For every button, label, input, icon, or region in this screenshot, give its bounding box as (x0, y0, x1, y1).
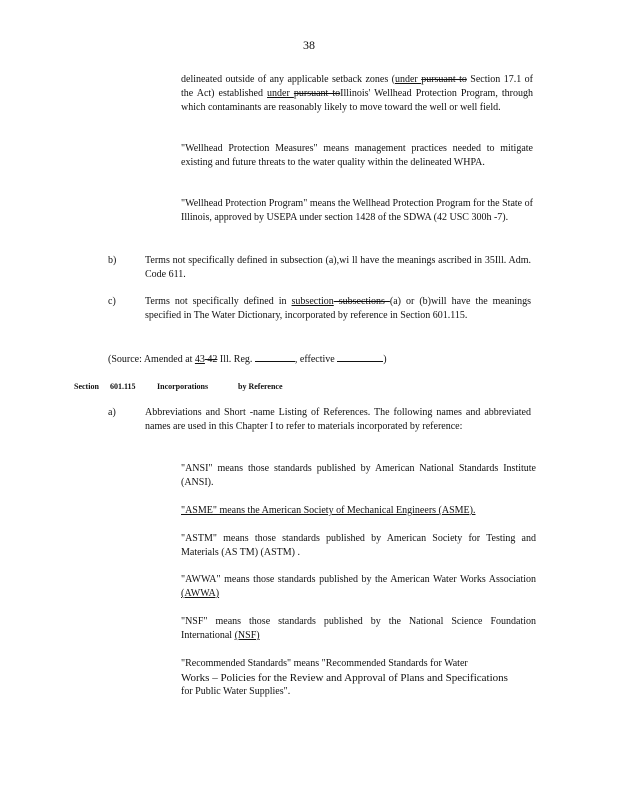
subsection-a-label: a) (108, 407, 116, 418)
whpa-text-2: Section 17.1 of the Act) established (181, 74, 533, 99)
asme-inserted-text: "ASME" means the American Society of Mechanical Engineers (ASME). (181, 505, 476, 516)
effective-date-blank (337, 351, 383, 362)
section-title-1: Incorporations (157, 382, 209, 391)
whpa-definition-continued (181, 73, 533, 115)
c-text-2: (a) or (b)will have the meanings specified in The Water Dictionary, incorporated by reference in Section 601.115. (145, 296, 532, 321)
subsection-c-text (145, 295, 531, 323)
ansi-definition: "ANSI" means those standards published by American National Standards Institute (ANSI). (181, 463, 536, 488)
whpa-deleted-pursuant-2: pursuant to (293, 88, 341, 99)
c-deleted-subsections: subsections (333, 296, 390, 307)
whpa-text-3: Illinois' Wellhead Protection Program, through which contaminants are reasonably likely to move toward the well or well field. (181, 88, 533, 113)
whpa-inserted-under-1: under (394, 74, 422, 85)
subsection-b-label: b) (108, 255, 117, 266)
source-note (108, 351, 508, 367)
source-deleted-42: 42 (204, 354, 218, 365)
whpa-text-1: delineated outside of any applicable setback zones ( (181, 74, 395, 85)
awwa-text: "AWWA" means those standards published by the American Water Works Association (181, 574, 536, 585)
c-inserted-subsection: subsection (291, 296, 334, 307)
source-text-3: , effective (294, 354, 338, 365)
source-text-4: ) (383, 354, 387, 365)
awwa-definition (181, 573, 536, 601)
section-word: Section (74, 382, 99, 391)
section-number: 601.115 (110, 382, 136, 391)
section-title-2: by Reference (238, 382, 283, 391)
rec-line-1: "Recommended Standards" means "Recommended Standards for Water (181, 658, 468, 669)
source-inserted-43: 43 (194, 354, 205, 365)
register-blank (255, 351, 295, 362)
asme-definition (181, 504, 536, 518)
subsection-a-text: Abbreviations and Short -name Listing of References. The following names and abbreviated names are used in this Chapter I to refer to materials incorporated by reference: (145, 407, 531, 432)
c-text-1: Terms not specifically defined in (145, 296, 292, 307)
page-number: 38 (303, 38, 315, 52)
whpa-deleted-pursuant-1: pursuant to (421, 74, 467, 85)
recommended-standards-definition (181, 657, 536, 699)
source-text-2: Ill. Reg. (217, 354, 255, 365)
nsf-definition (181, 615, 536, 643)
awwa-inserted-abbrev: (AWWA) (181, 588, 220, 599)
whpm-definition: "Wellhead Protection Measures" means management practices needed to mitigate existing and future threats to the water quality within the delineated WHPA. (181, 143, 533, 168)
subsection-b-text: Terms not specifically defined in subsection (a),wi ll have the meanings ascribed in 35Ill. Adm. Code 611. (145, 255, 531, 280)
nsf-text: "NSF" means those standards published by the National Science Foundation International (181, 616, 536, 641)
whpp-definition: "Wellhead Protection Program" means the Wellhead Protection Program for the State of Illinois, approved by USEPA under section 1428 of the SDWA (42 USC 300h -7). (181, 198, 533, 223)
nsf-inserted-abbrev: (NSF) (234, 630, 260, 641)
rec-line-2: Works – Policies for the Review and Approval of Plans and Specifications (181, 672, 508, 684)
subsection-c-label: c) (108, 296, 116, 307)
source-text-1: (Source: Amended at (108, 354, 195, 365)
rec-line-3: for Public Water Supplies". (181, 686, 291, 697)
astm-definition: "ASTM" means those standards published by American Society for Testing and Materials (AS TM) (ASTM) . (181, 533, 536, 558)
whpa-inserted-under-2: under (267, 88, 294, 99)
